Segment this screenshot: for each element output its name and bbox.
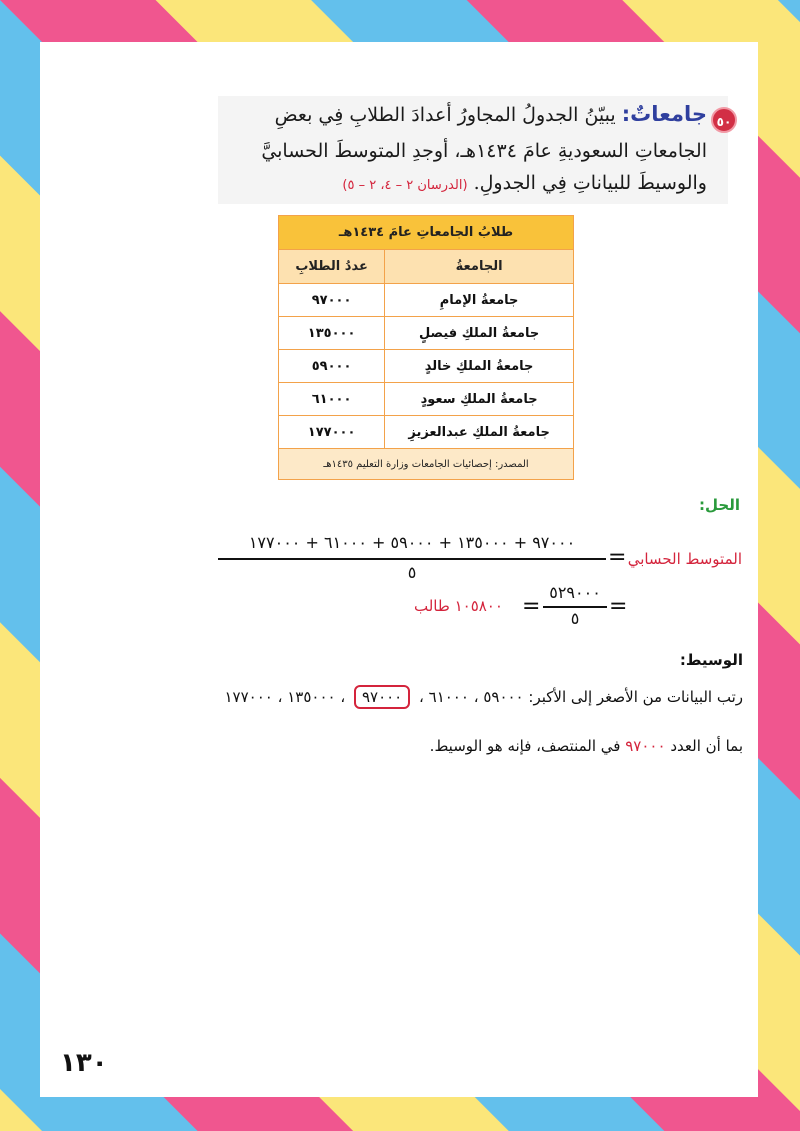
problem-text-3: والوسيطَ للبياناتِ فِي الجدولِ. [473,172,707,194]
mean-numerator: ٩٧٠٠٠ + ١٣٥٠٠٠ + ٥٩٠٠٠ + ٦١٠٠٠ + ١٧٧٠٠٠ [248,533,576,552]
table-title-row [279,216,574,250]
conclusion-suffix: في المنتصف، فإنه هو الوسيط. [429,737,621,755]
lesson-references: (الدرسان ٢ – ٤، ٢ – ٥) [342,178,468,193]
table-source: المصدر: إحصائيات الجامعات وزارة التعليم ١٤٣٥هـ [279,449,574,480]
cell-students: ٩٧٠٠٠ [279,284,385,317]
problem-text-1: يبيّنُ الجدولُ المجاورُ أعدادَ الطلابِ فِي بعضِ [274,104,616,126]
median-heading: الوسيط: [679,651,743,669]
mean-label: المتوسط الحسابي [627,550,742,568]
equals-sign-2: = [609,594,628,619]
cell-university: جامعةُ الملكِ فيصلٍ [385,317,574,350]
equals-sign-3: = [522,594,541,619]
cell-students: ١٧٧٠٠٠ [279,416,385,449]
median-highlight: ٩٧٠٠٠ [354,685,410,709]
solution-heading: الحل: [699,496,740,514]
page-number: ١٣٠ [60,1048,108,1078]
fraction-bar-2 [543,606,607,608]
problem-keyword: جامعاتٌ: [621,102,707,126]
mean-denominator: ٥ [407,563,417,582]
cell-university: جامعةُ الإمامِ [385,284,574,317]
ordered-suffix: ، ١٣٥٠٠٠ ، ١٧٧٠٠٠ [224,688,346,706]
cell-university: جامعةُ الملكِ خالدٍ [385,350,574,383]
table-row [279,284,574,317]
fraction-bar-1 [218,558,606,560]
cell-students: ٦١٠٠٠ [279,383,385,416]
conclusion-prefix: بما أن العدد [670,737,743,755]
problem-line-2: الجامعاتِ السعوديةِ عامَ ١٤٣٤هـ، أوجدِ المتوسطَ الحسابيَّ [261,140,707,162]
cell-university: جامعةُ الملكِ عبدالعزيزِ [385,416,574,449]
equals-sign-1: = [608,545,627,570]
ordered-prefix: رتب البيانات من الأصغر إلى الأكبر: ٥٩٠٠٠ ، ٦١٠٠٠ ، [419,688,743,706]
cell-students: ٥٩٠٠٠ [279,350,385,383]
header-students: عددُ الطلابِ [279,250,385,284]
table-source-row [279,449,574,480]
mean-result: ١٠٥٨٠٠ طالب [414,597,503,615]
table-row [279,350,574,383]
problem-line-1 [275,102,707,126]
conclusion-value: ٩٧٠٠٠ [625,737,666,755]
header-university: الجامعةُ [385,250,574,284]
table-row [279,416,574,449]
conclusion-line [430,737,743,755]
sum-numerator: ٥٢٩٠٠٠ [549,583,601,602]
cell-students: ١٣٥٠٠٠ [279,317,385,350]
cell-university: جامعةُ الملكِ سعودٍ [385,383,574,416]
sum-denominator: ٥ [570,609,580,628]
ordered-data-line [224,685,743,709]
problem-line-3 [342,172,707,194]
table-row [279,383,574,416]
problem-number-badge: ٥٠ [711,107,737,133]
students-table [278,215,574,480]
table-header-row [279,250,574,284]
table-title: طلابُ الجامعاتِ عامَ ١٤٣٤هـ [279,216,574,250]
table-row [279,317,574,350]
